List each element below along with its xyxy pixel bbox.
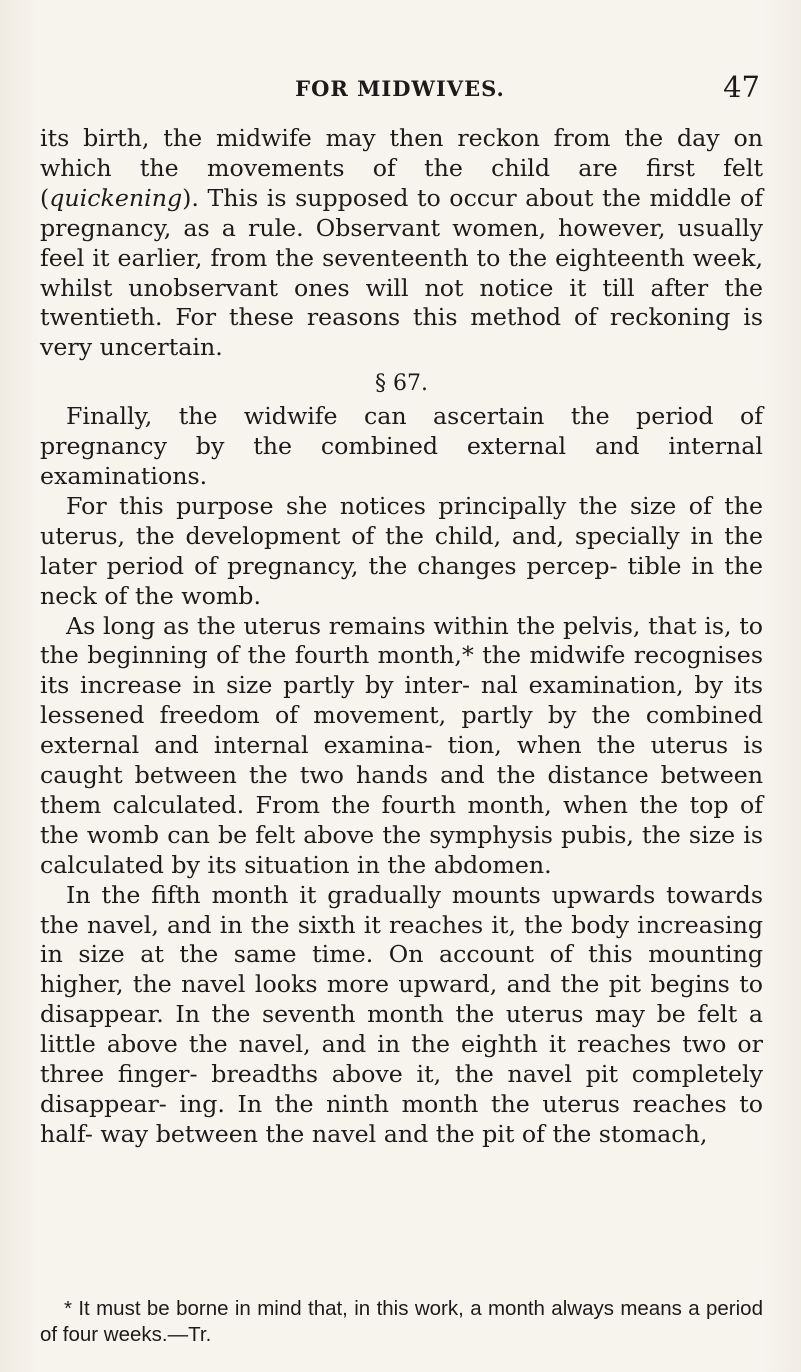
footnote-text: * It must be borne in mind that, in this work, a month always means a period of four weeks.—Tr. <box>40 1297 763 1346</box>
paragraph-purpose: For this purpose she notices principally the size of the uterus, the development of the child, and, specially in the later period of pregnancy, the changes percep- tible in the neck of the womb. <box>40 491 763 610</box>
paragraph-quickening <box>40 124 763 363</box>
main-text <box>40 124 763 1150</box>
paragraph-fifth-month: In the fifth month it gradually mounts upwards towards the navel, and in the sixth it reaches it, the body increasing in size at the same time. On account of this mounting higher, the navel looks more upward, and the pit begins to disappear. In the seventh month the uterus may be felt a little above the navel, and in the eighth it reaches two or three finger- breadths above it, the navel pit completely disappear- ing. In the ninth month the uterus reaches to half- way between the navel and the pit of the stomach, <box>40 880 763 1148</box>
paragraph-pelvis: As long as the uterus remains within the pelvis, that is, to the beginning of the fourth month,* the midwife recognises its increase in size partly by inter- nal examination, by its lessened freedom of movement, partly by the combined external and internal examina- tion, when the uterus is caught between the two hands and the distance between them calculated. From the fourth month, when the top of the womb can be felt above the symphysis pubis, the size is calculated by its situation in the abdomen. <box>40 611 763 879</box>
quickening-term: quickening <box>49 183 183 212</box>
page-number: 47 <box>723 70 760 104</box>
section-heading: § 67. <box>375 371 428 397</box>
running-head <box>40 70 760 110</box>
paragraph-quickening-end: ). This is supposed to occur about the middle of pregnancy, as a rule. Observant women, however, usually feel it earlier, from the seventeenth to the eighteenth week, whilst unobservant ones will not notice it till after the twentieth. For these reasons this method of reckoning is very uncertain. <box>40 183 763 362</box>
paragraph-quickening-start: its birth, the midwife may then reckon from the day on which the movements of the child are first felt ( <box>40 124 763 212</box>
running-title: FOR MIDWIVES. <box>295 76 505 101</box>
paragraph-combined-examination: Finally, the widwife can ascertain the period of pregnancy by the combined external and internal examinations. <box>40 402 763 490</box>
footnote <box>40 1296 763 1348</box>
